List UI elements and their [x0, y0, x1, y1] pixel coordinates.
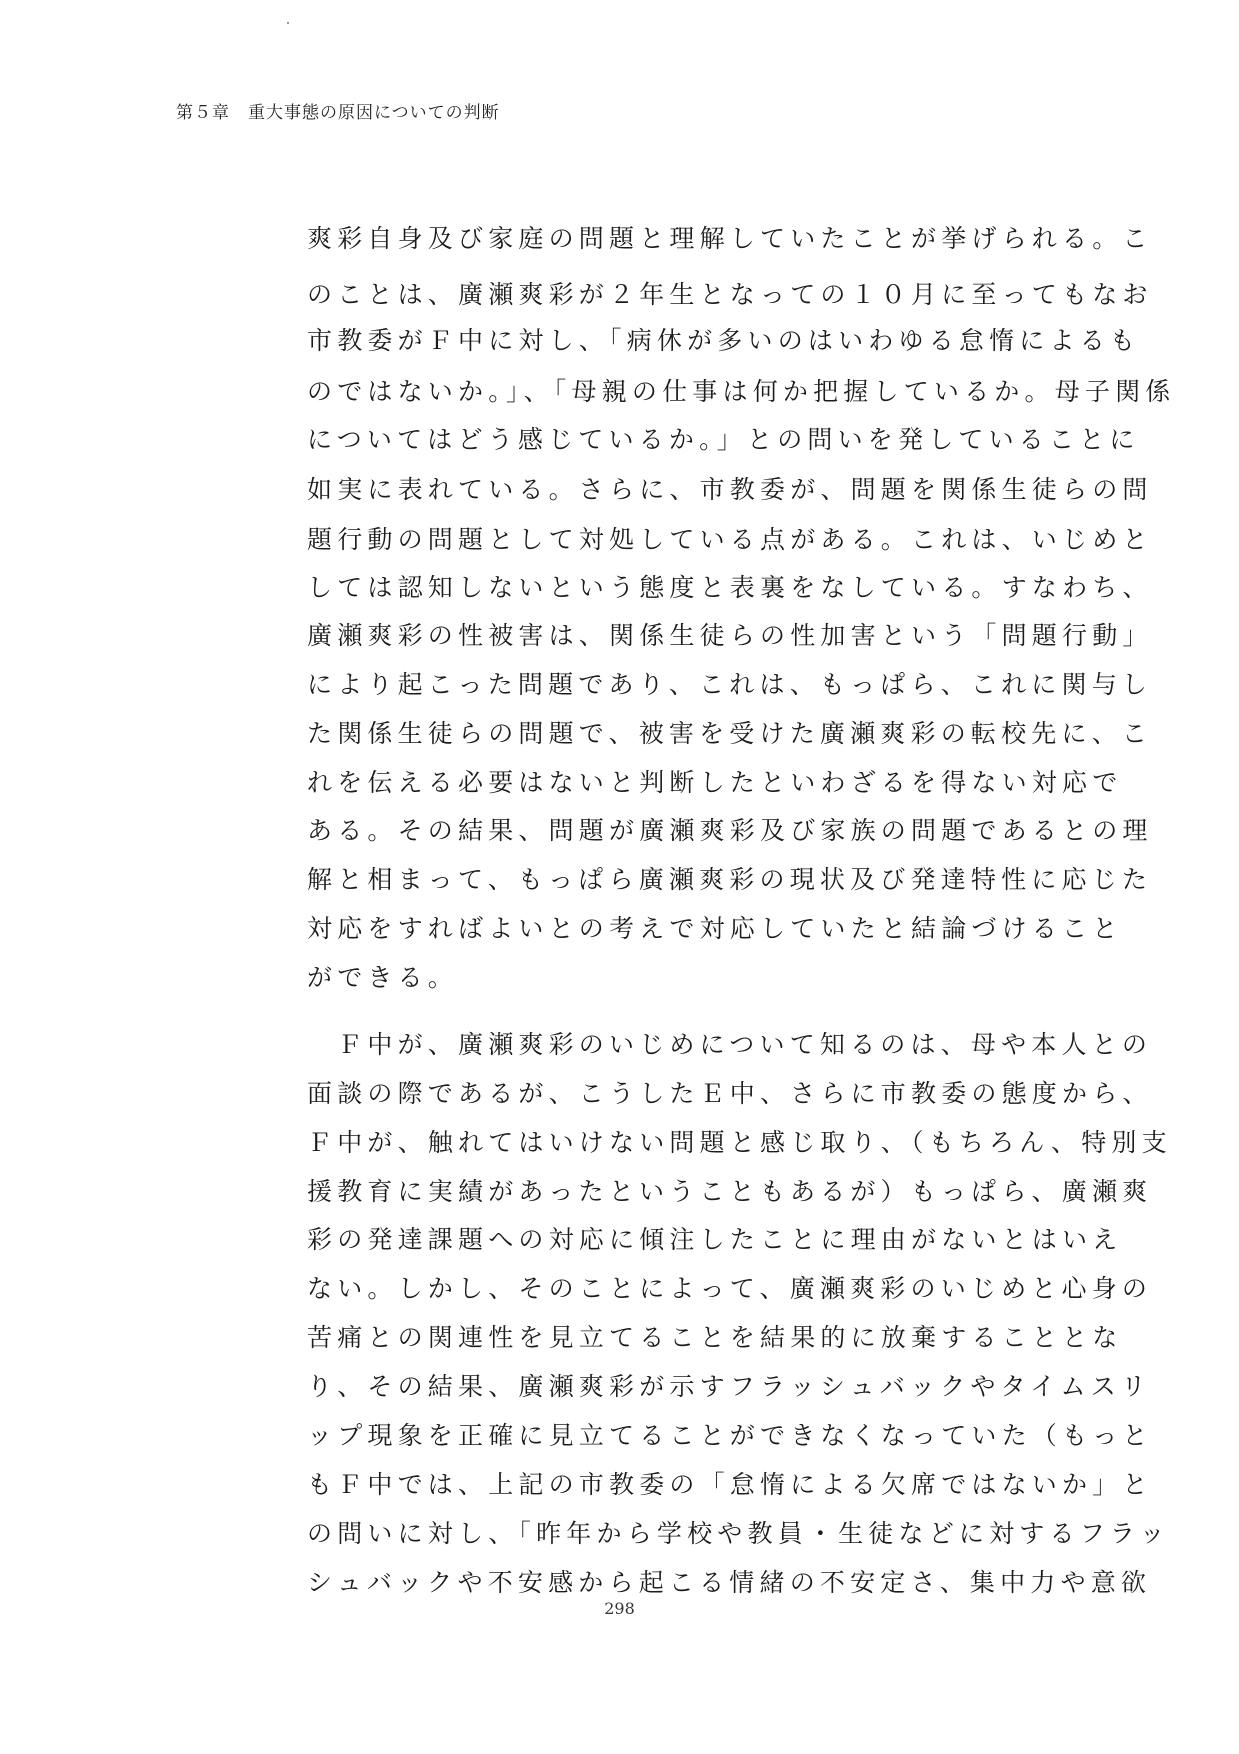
scan-speck: [287, 22, 289, 24]
page-number: 298: [604, 1599, 635, 1618]
paragraph-1-line: についてはどう感じているか。」との問いを発していることに: [307, 425, 1140, 454]
paragraph-2-line: Ｆ中が、廣瀬爽彩のいじめについて知るのは、母や本人との: [307, 1030, 1153, 1059]
paragraph-1-line: 題行動の問題として対処している点がある。これは、いじめと: [307, 525, 1153, 554]
chapter-header: 第５章 重大事態の原因についての判断: [176, 103, 500, 123]
paragraph-2-line: ップ現象を正確に見立てることができなくなっていた（もっと: [307, 1421, 1153, 1450]
paragraph-1-line: ある。その結果、問題が廣瀬爽彩及び家族の問題であるとの理: [307, 816, 1153, 845]
paragraph-1-line: のことは、廣瀬爽彩が２年生となっての１０月に至ってもなお: [307, 280, 1153, 309]
paragraph-2-line: の問いに対し、「昨年から学校や教員・生徒などに対するフラッ: [307, 1519, 1170, 1548]
paragraph-1-line: た関係生徒らの問題で、被害を受けた廣瀬爽彩の転校先に、こ: [307, 719, 1153, 748]
paragraph-2-line: もＦ中では、上記の市教委の「怠惰による欠席ではないか」と: [307, 1470, 1153, 1499]
paragraph-1-line: ができる。: [307, 963, 459, 992]
paragraph-1-line: 対応をすればよいとの考えで対応していたと結論づけること: [307, 914, 1123, 943]
paragraph-2-line: ない。しかし、そのことによって、廣瀬爽彩のいじめと心身の: [307, 1274, 1153, 1303]
paragraph-1-line: 市教委がＦ中に対し、「病休が多いのはいわゆる怠惰によるも: [307, 326, 1141, 355]
paragraph-1-line: れを伝える必要はないと判断したといわざるを得ない対応で: [307, 768, 1123, 797]
paragraph-2-line: シュバックや不安感から起こる情緒の不安定さ、集中力や意欲: [307, 1568, 1152, 1597]
paragraph-2-line: り、その結果、廣瀬爽彩が示すフラッシュバックやタイムスリ: [307, 1372, 1152, 1401]
paragraph-2-line: 面談の際であるが、こうしたＥ中、さらに市教委の態度から、: [307, 1079, 1153, 1108]
paragraph-1-line: のではないか。」、「母親の仕事は何か把握しているか。母子関係: [307, 377, 1176, 406]
paragraph-1-line: 廣瀬爽彩の性被害は、関係生徒らの性加害という「問題行動」: [307, 621, 1153, 650]
paragraph-1-line: 如実に表れている。さらに、市教委が、問題を関係生徒らの問: [307, 475, 1153, 504]
paragraph-1-line: しては認知しないという態度と表裏をなしている。すなわち、: [307, 573, 1153, 602]
paragraph-2-line: 彩の発達課題への対応に傾注したことに理由がないとはいえ: [307, 1225, 1123, 1254]
paragraph-2-line: Ｆ中が、触れてはいけない問題と感じ取り、（もちろん、特別支: [307, 1128, 1172, 1157]
paragraph-2-line: 苦痛との関連性を見立てることを結果的に放棄することとな: [307, 1323, 1123, 1352]
paragraph-1-line: により起こった問題であり、これは、もっぱら、これに関与し: [307, 670, 1153, 699]
paragraph-1-line: 爽彩自身及び家庭の問題と理解していたことが挙げられる。こ: [307, 224, 1153, 253]
paragraph-2-line: 援教育に実績があったということもあるが）もっぱら、廣瀬爽: [307, 1177, 1153, 1206]
paragraph-1-line: 解と相まって、もっぱら廣瀬爽彩の現状及び発達特性に応じた: [307, 865, 1153, 894]
